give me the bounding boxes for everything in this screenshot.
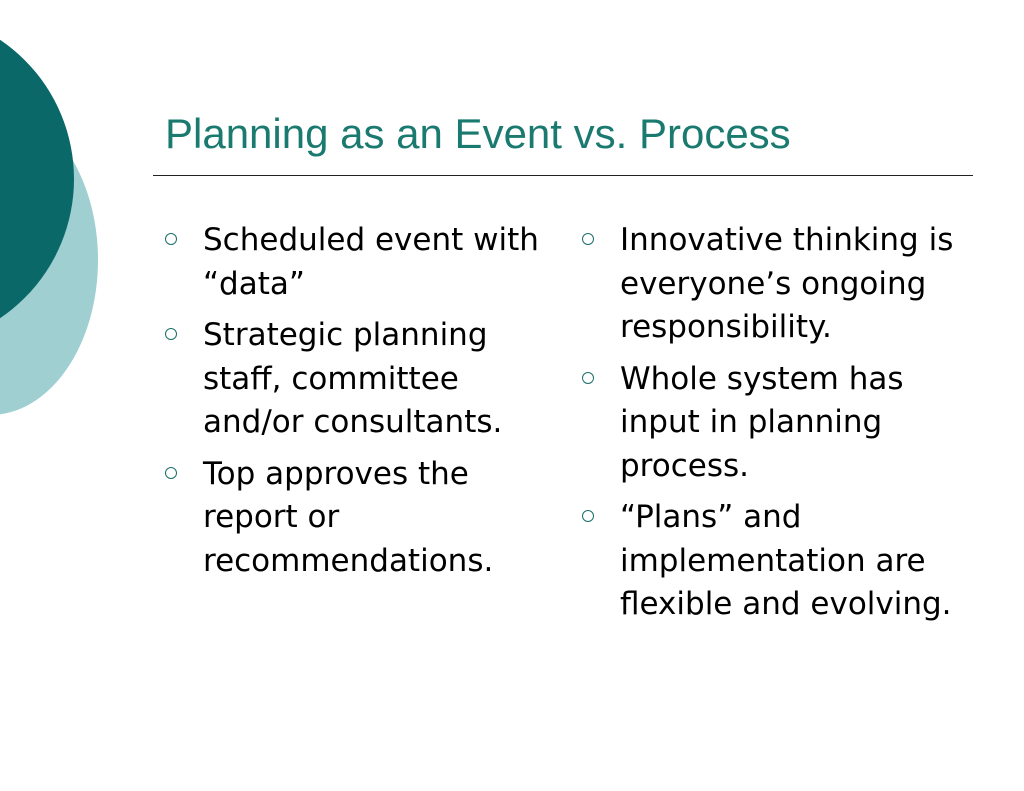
title-divider bbox=[153, 175, 973, 176]
list-item bbox=[582, 496, 982, 627]
bullet-text: Whole system has input in planning process. bbox=[620, 360, 904, 484]
bullet-text: “Plans” and implementation are flexible and evolving. bbox=[620, 499, 952, 622]
bullet-text: Innovative thinking is everyone’s ongoing responsibility. bbox=[620, 222, 954, 345]
bullet-text: Top approves the report or recommendations. bbox=[203, 455, 494, 579]
circle-bullet-icon bbox=[165, 233, 177, 245]
circle-bullet-icon bbox=[582, 372, 594, 384]
list-item bbox=[165, 314, 555, 445]
list-item bbox=[582, 358, 982, 489]
circle-bullet-icon bbox=[165, 328, 177, 340]
list-item bbox=[165, 453, 555, 584]
left-bullet-list bbox=[165, 219, 555, 591]
list-item bbox=[582, 219, 982, 350]
bullet-text: Strategic planning staff, committee and/or consultants. bbox=[203, 317, 503, 440]
slide-title: Planning as an Event vs. Process bbox=[165, 110, 791, 157]
circle-bullet-icon bbox=[582, 510, 594, 522]
circle-bullet-icon bbox=[165, 467, 177, 479]
list-item bbox=[165, 219, 555, 306]
circle-bullet-icon bbox=[582, 233, 594, 245]
bullet-text: Scheduled event with “data” bbox=[203, 222, 539, 302]
right-bullet-list bbox=[582, 219, 982, 635]
